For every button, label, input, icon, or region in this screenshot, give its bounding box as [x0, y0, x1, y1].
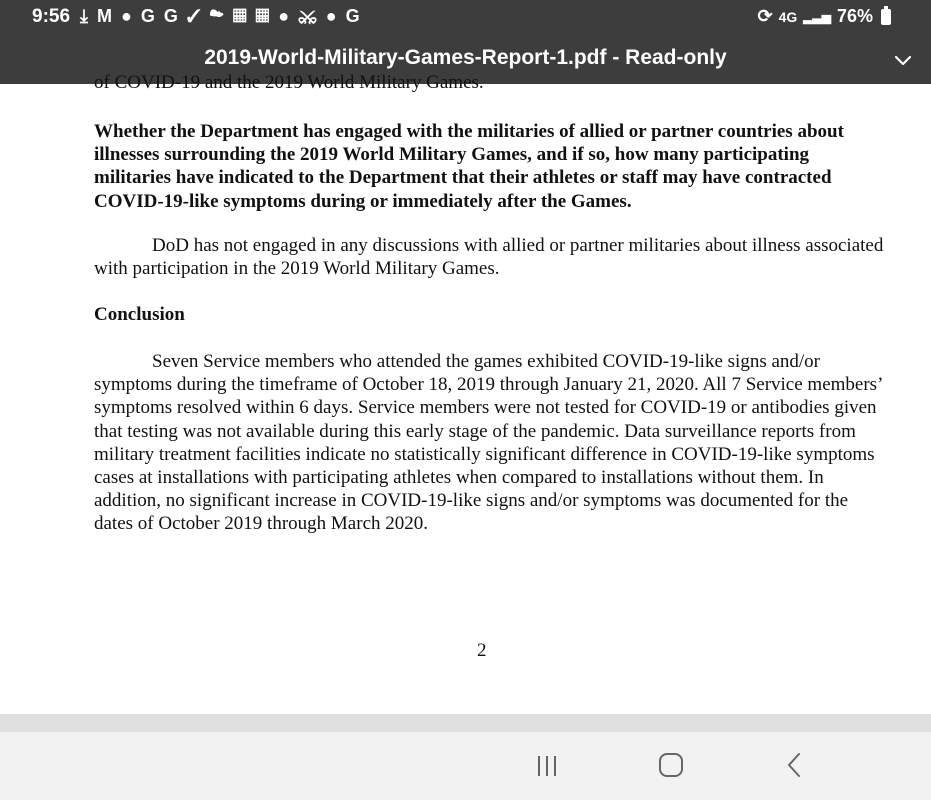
network-indicator: 4G — [778, 8, 798, 25]
chevron-down-icon[interactable] — [891, 48, 915, 72]
status-time: 9:56 — [32, 6, 71, 27]
question-paragraph: Whether the Department has engaged with the militaries of allied or partner countries about illnesses surrounding the 2019 World Military Games, and if so, how many participating militaries have indicated to the Department that their athletes or staff may have contracted COVID-19-like symptoms during or immediately after the Games. — [94, 121, 844, 212]
conclusion-heading: Conclusion — [94, 304, 185, 325]
back-icon[interactable] — [775, 748, 815, 784]
partial-text-line: of COVID-19 and the 2019 World Military Games. — [94, 72, 484, 93]
navigation-bar — [0, 732, 931, 800]
status-right — [758, 6, 892, 27]
pdf-page[interactable] — [0, 72, 931, 714]
notification-icons: ⤓ M ● G G ✓ ☁ ▦ ▦ ● ⚔ ● G — [80, 6, 362, 26]
conclusion-paragraph — [94, 350, 884, 536]
recents-icon[interactable] — [527, 748, 567, 784]
sync-icon: ⟳ — [757, 6, 773, 26]
battery-icon — [881, 9, 891, 25]
home-icon[interactable] — [651, 748, 691, 784]
signal-icon: ▂▃▅ — [803, 9, 831, 24]
page-number: 2 — [477, 640, 487, 661]
battery-level: 76% — [836, 6, 873, 26]
answer-text: DoD has not engaged in any discussions with allied or partner militaries about illness associated with participation in the 2019 World Military Games. — [94, 235, 884, 280]
page-gutter — [0, 714, 931, 732]
conclusion-text: Seven Service members who attended the games exhibited COVID-19-like signs and/or symptoms during the timeframe of October 18, 2019 through January 21, 2020. All 7 Service members’ symptoms resolved within 6 days. Service members were not tested for COVID-19 or antibodies given that testing was not available during this early stage of the pandemic. Data surveillance reports from military treatment facilities indicate no statistically significant difference in COVID-19-like symptoms cases at installations with participating athletes when compared to installations without them. In addition, no significant increase in COVID-19-like signs and/or symptoms was documented for the dates of October 2019 through March 2020. — [94, 351, 882, 535]
answer-paragraph — [94, 234, 884, 280]
document-title: 2019-World-Military-Games-Report-1.pdf - Read-only — [204, 46, 727, 69]
